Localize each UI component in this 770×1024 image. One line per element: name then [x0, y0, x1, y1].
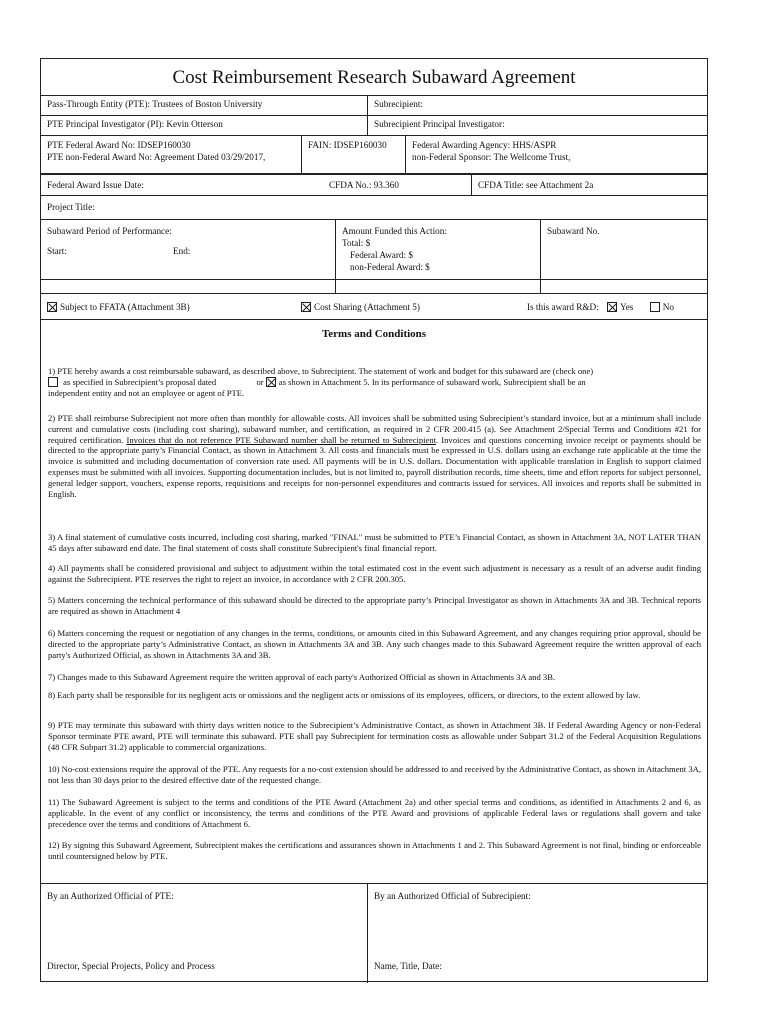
row-project-title	[41, 195, 707, 219]
end-label: End:	[173, 246, 191, 256]
cost-sharing-option[interactable]	[295, 294, 505, 319]
ffata-label: Subject to FFATA (Attachment 3B)	[60, 302, 190, 312]
sub-official-name: Name, Title, Date:	[374, 961, 442, 971]
term-12-text: 12) By signing this Subaward Agreement, Subrecipient makes the certifications and assurances shown in Attachments 1 and 2. This Subaward Agreement is not final, binding or enforceable until countersigned below by PTE.	[48, 840, 701, 861]
term-4	[48, 563, 701, 585]
signature-block	[41, 883, 707, 983]
term-12	[48, 840, 701, 862]
rd-no-label: No	[662, 302, 674, 312]
page-title: Cost Reimbursement Research Subaward Agreement	[172, 67, 576, 88]
row-award-numbers	[41, 135, 707, 173]
spacer-cell	[335, 280, 540, 293]
rd-no-checkbox[interactable]	[650, 302, 660, 312]
pte-official-name: Director, Special Projects, Policy and Process	[47, 961, 215, 971]
term-6	[48, 628, 701, 660]
terms-section	[41, 319, 707, 883]
term-8	[48, 690, 701, 701]
rd-label: Is this award R&D:	[527, 302, 599, 312]
term-2-underlined: Invoices that do not reference PTE Subaward number shall be returned to Subrecipient	[126, 434, 437, 445]
ffata-option[interactable]	[41, 294, 295, 319]
row-checkboxes	[41, 293, 707, 319]
term-7	[48, 672, 701, 683]
term-2-a: 2) PTE shall reimburse Subrecipient not more often than monthly for allowable costs. All invoices shall be submitted using Subrecipient’s standard invoice, but at a minimum shall include current and cumulative costs (including cost sharing), subaward number, and certification, as required in 2 CFR 200.415 (a). See Attachment 2/Special Terms and Conditions #21 for required certification.	[48, 413, 701, 445]
pte-pi-field: PTE Principal Investigator (PI): Kevin Otterson	[47, 119, 223, 129]
period-label: Subaward Period of Performance:	[47, 226, 172, 236]
row-cfda	[41, 173, 707, 195]
pte-field: Pass-Through Entity (PTE): Trustees of Boston University	[47, 99, 263, 109]
row-period	[41, 219, 707, 279]
term-11	[48, 797, 701, 829]
project-title-field[interactable]: Project Title:	[47, 202, 95, 212]
cost-sharing-checkbox[interactable]	[301, 302, 311, 312]
non-federal-award-amount: non-Federal Award: $	[350, 262, 430, 272]
term-2-b: . Invoices and questions concerning invoice receipt or payments should be directed to the appropriate party’s Financial Contact, as shown in Attachment 3. All costs and financials must be expressed in U.S. dollars using an exchange rate applicable at the time the invoice is submitted and including documentation of conversion rate used. All payments will be in U.S. dollars. Documentation with applicable translation in English to support claimed expenses must be submitted with all invoices. Supporting documentation includes, but is not limited to, payroll distribution records, time sheets, time and effort reports for subject personnel, general ledger support, vouchers, expense reports, requisitions and receipts for non-personnel expenditures and contracts issued for services. All invoices and reports shall be submitted in English.	[48, 434, 701, 499]
subaward-no-field[interactable]: Subaward No.	[540, 220, 708, 279]
term-4-text: 4) All payments shall be considered provisional and subject to adjustment within the total estimated cost in the event such adjustment is necessary as a result of an adverse audit finding against the Subrecipient. PTE reserves the right to reject an invoice, in accordance with 2 CFR 200.305.	[48, 563, 701, 584]
term-3	[48, 532, 701, 554]
terms-heading: Terms and Conditions	[321, 328, 427, 340]
term-9-text: 9) PTE may terminate this subaward with thirty days written notice to the Subrecipient’s Administrative Contact, as shown in Attachment 3B. If Federal Awarding Agency or non-Federal Sponsor terminate PTE award, PTE will terminate this subaward. PTE shall pay Subrecipient for termination costs as allowable under Subpart 31.2 of the Federal Acquisition Regulations (48 CFR Subpart 31.2) applicable to commercial organizations.	[48, 720, 701, 752]
term-1	[48, 366, 701, 398]
proposal-checkbox[interactable]	[48, 377, 58, 387]
rd-yes-checkbox[interactable]	[607, 302, 617, 312]
amount-funded-label: Amount Funded this Action:	[342, 226, 447, 236]
total-label: Total: $	[342, 238, 371, 248]
term-5-text: 5) Matters concerning the technical performance of this subaward should be directed to the appropriate party’s Principal Investigator as shown in Attachments 3A and 3B. Technical reports are required as shown in Attachment 4	[48, 595, 701, 616]
federal-agency: Federal Awarding Agency: HHS/ASPR	[412, 140, 557, 150]
term-2	[48, 413, 701, 499]
term-1-attachment: as shown in Attachment 5. In its performance of subaward work, Subrecipient shall be an	[278, 376, 586, 387]
term-3-text: 3) A final statement of cumulative costs incurred, including cost sharing, marked "FINAL" must be submitted to PTE’s Financial Contact, as shown in Attachment 3A, NOT LATER THAN 45 days after subaward end date. The final statement of costs shall constitute Subrecipient's final financial report.	[48, 532, 701, 553]
term-1-or: or	[256, 376, 264, 387]
rd-yes-label: Yes	[620, 302, 634, 312]
pte-signature[interactable]	[41, 884, 367, 983]
attachment-5-checkbox[interactable]	[266, 377, 276, 387]
sub-signature[interactable]	[367, 884, 708, 983]
spacer-cell-2	[540, 280, 708, 293]
term-7-text: 7) Changes made to this Subaward Agreement require the written approval of each party's Authorized Official as shown in Attachments 3A and 3B.	[48, 672, 556, 682]
term-1-end: independent entity and not an employee or agent of PTE.	[48, 387, 245, 398]
term-6-text: 6) Matters concerning the request or negotiation of any changes in the terms, conditions, or amounts cited in this Subaward Agreement, and any changes requiring prior approval, should be directed to the appropriate party’s Administrative Contact, as shown in Attachments 3A and 3B. Any such changes made to this Subaward Agreement require the written approval of each party's Authorized Official, as shown in Attachments 3A and 3B.	[48, 628, 701, 660]
pte-official-label: By an Authorized Official of PTE:	[47, 891, 174, 901]
sub-official-label: By an Authorized Official of Subrecipient:	[374, 891, 531, 901]
term-5	[48, 595, 701, 617]
row-spacer	[41, 279, 707, 293]
row-parties	[41, 95, 707, 115]
non-federal-award-no: PTE non-Federal Award No: Agreement Dated 03/29/2017,	[47, 152, 266, 162]
term-10-text: 10) No-cost extensions require the approval of the PTE. Any requests for a no-cost extension should be addressed to and received by the Administrative Contact, as shown in Attachment 3A, not less than 30 days prior to the desired effective date of the requested change.	[48, 764, 701, 785]
amount-funded[interactable]	[335, 220, 540, 279]
award-numbers	[41, 136, 301, 173]
term-11-text: 11) The Subaward Agreement is subject to the terms and conditions of the PTE Award (Attachment 2a) and other special terms and conditions, as identified in Attachments 2 and 6, as applicable. In the event of any conflict or inconsistency, the terms and conditions of the PTE Award and provisions of applicable Federal laws or regulations shall govern and take precedence over the terms and conditions of Attachment 6.	[48, 797, 701, 829]
row-pis	[41, 115, 707, 135]
subrecipient-field[interactable]: Subrecipient:	[367, 96, 708, 115]
sponsor-info	[405, 136, 708, 173]
cfda-title-field: CFDA Title: see Attachment 2a	[471, 175, 708, 195]
term-8-text: 8) Each party shall be responsible for its negligent acts or omissions and the negligent acts or omissions of its employees, officers, or directors, to the extent allowed by law.	[48, 690, 641, 700]
ffata-checkbox[interactable]	[47, 302, 57, 312]
period-field[interactable]	[41, 220, 335, 279]
federal-award-amount: Federal Award: $	[350, 250, 413, 260]
start-label: Start:	[47, 246, 67, 256]
term-10	[48, 764, 701, 786]
term-1-proposal: as specified in Subrecipient’s proposal dated	[63, 376, 217, 387]
issue-date-field[interactable]: Federal Award Issue Date:	[47, 180, 144, 190]
fain-field: FAIN: IDSEP160030	[301, 136, 405, 173]
sub-pi-field[interactable]: Subrecipient Principal Investigator:	[367, 116, 708, 135]
rd-question	[521, 294, 708, 319]
cfda-no-field: CFDA No.: 93.360	[329, 180, 399, 190]
term-9	[48, 720, 701, 752]
agreement-form	[40, 58, 708, 982]
term-1-intro: 1) PTE hereby awards a cost reimbursable subaward, as described above, to Subrecipient. The statement of work and budget for this subaward are (check one)	[48, 366, 594, 376]
non-federal-sponsor: non-Federal Sponsor: The Wellcome Trust,	[412, 152, 571, 162]
federal-award-no: PTE Federal Award No: IDSEP160030	[47, 140, 191, 150]
cost-sharing-label: Cost Sharing (Attachment 5)	[314, 302, 420, 312]
